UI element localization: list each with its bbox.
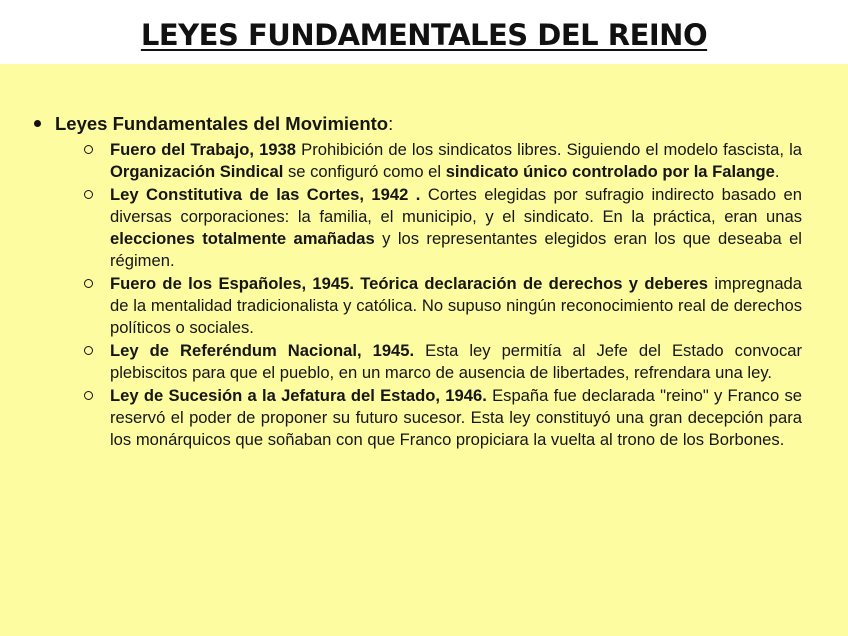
main-bullet-suffix: : (388, 113, 394, 134)
bold-text: Fuero de los Españoles, 1945. Teórica declaración de derechos y deberes (110, 274, 709, 293)
bullet-dot-icon (34, 120, 41, 127)
bold-text: Ley de Sucesión a la Jefatura del Estado, 1946. (110, 386, 487, 405)
sub-bullet-text (110, 340, 802, 384)
sub-bullet-item (84, 273, 802, 339)
sub-bullet-text (110, 184, 802, 272)
plain-text: España fue declarada "reino" y Franco se reservó el poder de proponer su futuro sucesor. Esta ley constituyó una gran decepción para los monárquicos que soñaban con que Franco propiciara la vuelta al trono de los Borbones. (110, 386, 802, 449)
plain-text: y los representantes elegidos eran los que deseaba el régimen. (110, 229, 802, 270)
plain-text: Cortes elegidas por sufragio indirecto basado en diversas corporaciones: la familia, el municipio, y el sindicato. En la práctica, eran unas (110, 185, 802, 226)
bold-text: Ley Constitutiva de las Cortes, 1942 . (110, 185, 421, 204)
sub-bullet-item (84, 184, 802, 272)
sub-bullet-text (110, 385, 802, 451)
hollow-bullet-icon (84, 391, 93, 400)
bold-text: sindicato único controlado por la Falange (445, 162, 775, 181)
plain-text: Prohibición de los sindicatos libres. Siguiendo el modelo fascista, la (296, 140, 802, 159)
sub-bullet-item (84, 139, 802, 183)
sub-bullet-item (84, 340, 802, 384)
hollow-bullet-icon (84, 145, 93, 154)
bold-text: elecciones totalmente amañadas (110, 229, 375, 248)
sub-bullet-item (84, 385, 802, 451)
plain-text: impregnada de la mentalidad tradicionalista y católica. No supuso ningún reconocimiento real de derechos políticos o sociales. (110, 274, 803, 337)
main-bullet-text (55, 112, 393, 136)
slide-title: LEYES FUNDAMENTALES DEL REINO (140, 18, 708, 52)
sub-bullet-list (84, 139, 802, 451)
hollow-bullet-icon (84, 279, 93, 288)
sub-bullet-text (110, 273, 802, 339)
sub-bullet-text (110, 139, 802, 183)
plain-text: Esta ley permitía al Jefe del Estado convocar plebiscitos para que el pueblo, en un marco de ausencia de libertades, refrendara una ley. (110, 341, 802, 382)
hollow-bullet-icon (84, 190, 93, 199)
hollow-bullet-icon (84, 346, 93, 355)
bullet-content (34, 112, 802, 452)
bold-text: Ley de Referéndum Nacional, 1945. (110, 341, 415, 360)
plain-text: . (774, 162, 780, 181)
main-bullet-label: Leyes Fundamentales del Movimiento (55, 113, 389, 134)
plain-text: se configuró como el (283, 162, 446, 181)
content-panel (0, 64, 848, 636)
main-bullet (34, 112, 802, 136)
bold-text: Fuero del Trabajo, 1938 (110, 140, 296, 159)
bold-text: Organización Sindical (110, 162, 284, 181)
title-bar (0, 0, 848, 64)
